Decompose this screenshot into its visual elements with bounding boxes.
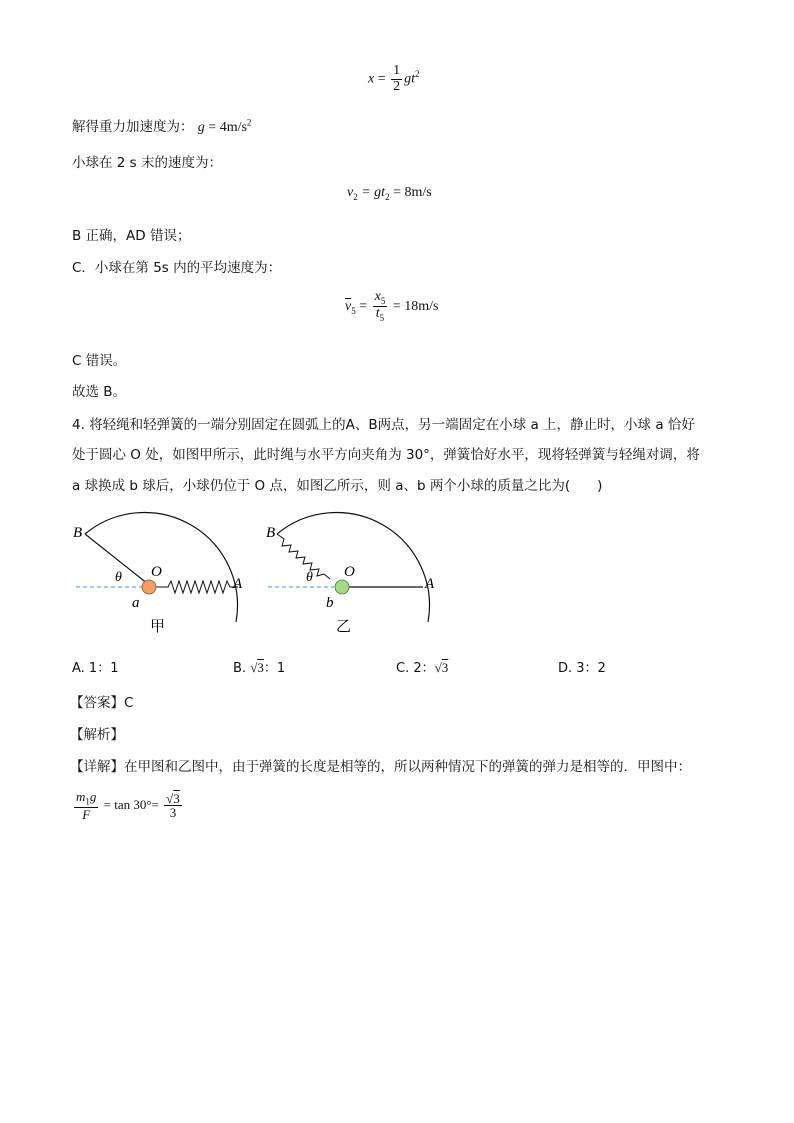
eq-final-g: g	[89, 789, 97, 804]
option-a[interactable]: A. 1：1	[72, 661, 119, 676]
eq-final-left-frac	[74, 790, 98, 822]
detail-text: 在甲图和乙图中，由于弹簧的长度是相等的，所以两种情况下的弹簧的弹力是相等的．甲图中：	[124, 759, 691, 775]
question-line-2: 处于圆心 O 处，如图甲所示，此时绳与水平方向夹角为 30°，弹簧恰好水平，现将轻弹簧与轻绳对调，将	[72, 447, 700, 463]
eq-final-rnum: 3	[173, 790, 180, 806]
eq-x-lhs: x	[368, 71, 375, 87]
left-label-a: a	[132, 595, 140, 611]
eq-final-F: F	[82, 807, 91, 823]
right-label-b: b	[326, 595, 334, 611]
option-b-prefix: B.	[233, 661, 247, 676]
eq-v2-t: t	[381, 185, 386, 200]
option-b[interactable]	[233, 657, 285, 676]
option-b-suffix: ：1	[263, 661, 286, 676]
detail-line	[70, 755, 691, 775]
eq-x-g: g	[404, 71, 412, 87]
eq-x-exp: 2	[415, 68, 420, 79]
eq-v5-v: $\overline{v}$	[345, 298, 352, 314]
right-ball	[335, 580, 349, 594]
eq-v2-rhs: = 8m/s	[393, 185, 432, 200]
eq-v5-sub: 5	[351, 305, 356, 316]
analysis-label: 【解析】	[70, 727, 124, 743]
figure-right	[266, 512, 435, 635]
option-b-sqrt: √3	[250, 660, 264, 675]
figures-svg	[68, 507, 468, 637]
eq-v5-eq: =	[359, 298, 368, 314]
question-line-3: a 球换成 b 球后，小球仍位于 O 点，如图乙所示，则 a、b 两个小球的质量之比为( )	[72, 478, 603, 494]
option-b-sqrt-arg: 3	[257, 660, 264, 675]
right-label-theta: θ	[306, 570, 313, 585]
line-gravity-exp: 2	[246, 117, 252, 128]
line-gravity-text: 解得重力加速度为：	[72, 119, 194, 135]
eq-v5-densub: 5	[379, 313, 385, 324]
detail-label: 【详解】	[70, 759, 124, 775]
right-caption: 乙	[336, 617, 352, 635]
eq-v5-numsub: 5	[380, 295, 386, 306]
equation-v2	[347, 185, 432, 202]
line-choose-b: 故选 B。	[72, 384, 127, 400]
eq-v5-num: x	[374, 289, 381, 304]
eq-final-m: m	[76, 789, 86, 804]
equation-v5	[345, 290, 438, 323]
option-d[interactable]: D. 3：2	[558, 661, 606, 676]
option-c-sqrt: √3	[434, 660, 449, 675]
left-spring	[156, 581, 238, 593]
left-label-B: B	[73, 525, 83, 541]
right-label-B: B	[266, 525, 276, 541]
line-c-wrong: C 错误。	[72, 353, 127, 369]
left-label-A: A	[233, 576, 243, 592]
eq-x-fraction	[391, 64, 402, 94]
eq-v2-sub: 2	[353, 191, 358, 202]
answer-line	[70, 691, 133, 711]
eq-v5-den: t	[375, 306, 380, 322]
eq-x-den: 2	[393, 78, 401, 94]
line-gravity-rhs: = 4m/s	[208, 120, 247, 135]
eq-v5-rhs: = 18m/s	[392, 298, 439, 314]
eq-v5-fraction	[373, 290, 388, 323]
line-velocity-2s: 小球在 2 s 末的速度为：	[72, 155, 222, 171]
eq-x-equals: =	[377, 71, 386, 87]
answer-label: 【答案】	[70, 695, 124, 711]
figure-left	[73, 512, 243, 635]
eq-final-right-frac: $\frac{√3}{3}$	[166, 790, 180, 821]
eq-x-num: 1	[393, 63, 401, 78]
option-c-prefix: C. 2：	[396, 661, 435, 676]
option-c[interactable]	[396, 657, 448, 676]
line-b-correct: B 正确，AD 错误；	[72, 228, 191, 244]
right-label-O: O	[344, 564, 355, 580]
line-c-average: C．小球在第 5s 内的平均速度为：	[72, 260, 282, 276]
eq-v2-v: v	[347, 185, 354, 200]
eq-final-mid: = tan 30°=	[103, 796, 159, 812]
line-gravity	[72, 115, 251, 136]
equation-free-fall	[368, 64, 420, 94]
left-label-theta: θ	[115, 570, 122, 585]
left-label-O: O	[151, 564, 162, 580]
eq-final-msub: 1	[85, 796, 90, 807]
equation-final	[72, 790, 184, 822]
eq-v2-eqg: = g	[361, 185, 382, 200]
option-c-sqrt-arg: 3	[441, 660, 449, 675]
eq-x-t: t	[411, 71, 416, 87]
right-label-A: A	[425, 576, 435, 592]
answer-value: C	[124, 695, 134, 711]
eq-final-rden: 3	[169, 805, 177, 821]
right-spring	[277, 534, 330, 579]
left-ball	[142, 580, 156, 594]
eq-v2-tsub: 2	[385, 191, 390, 202]
line-gravity-g: g	[197, 120, 205, 135]
left-caption: 甲	[150, 617, 166, 635]
question-line-1: 4. 将轻绳和轻弹簧的一端分别固定在圆弧上的A、B两点，另一端固定在小球 a 上，静止时，小球 a 恰好	[72, 417, 695, 433]
